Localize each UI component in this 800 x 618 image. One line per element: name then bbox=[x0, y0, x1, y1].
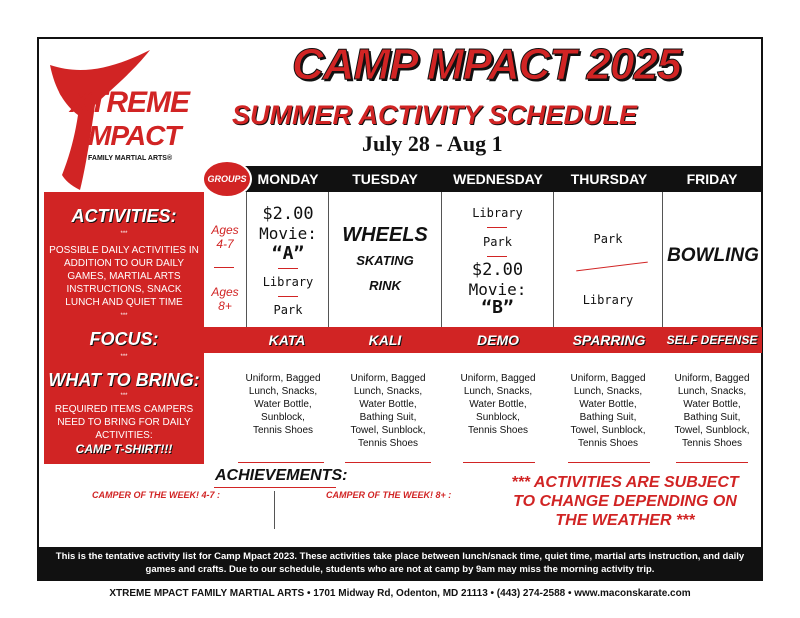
focus-friday: SELF DEFENSE bbox=[666, 333, 758, 347]
camper-of-week-young: CAMPER OF THE WEEK! 4-7 : bbox=[92, 490, 221, 500]
day-header-monday: MONDAY bbox=[257, 171, 319, 187]
tuesday-skating: SKATING bbox=[356, 253, 414, 268]
activities-description: POSSIBLE DAILY ACTIVITIES IN ADDITION TO OUR DAILY GAMES, MARTIAL ARTS INSTRUCTIONS, SNACK LUNCH AND QUIET TIME bbox=[49, 245, 199, 308]
ages-divider bbox=[214, 267, 234, 268]
achievements-underline bbox=[214, 487, 336, 488]
groups-badge: GROUPS bbox=[202, 160, 252, 198]
tuesday-rink: RINK bbox=[369, 278, 401, 293]
grid-line bbox=[246, 192, 247, 327]
wednesday-divider bbox=[487, 227, 507, 228]
grid-line bbox=[662, 192, 663, 327]
weather-notice: *** ACTIVITIES ARE SUBJECT TO CHANGE DEPENDING ON THE WEATHER *** bbox=[511, 474, 739, 529]
focus-stars: *** bbox=[120, 354, 128, 360]
bring-monday: Uniform, Bagged Lunch, Snacks, Water Bottle, Sunblock, Tennis Shoes bbox=[245, 373, 321, 436]
day-header-thursday: THURSDAY bbox=[570, 171, 648, 187]
monday-library: Library bbox=[262, 275, 314, 289]
wednesday-price: $2.00 bbox=[471, 260, 524, 280]
grid-line bbox=[328, 192, 329, 327]
what-to-bring-description: REQUIRED ITEMS CAMPERS NEED TO BRING FOR DAILY ACTIVITIES: bbox=[54, 404, 194, 441]
activities-stars-bottom: *** bbox=[120, 313, 128, 319]
achievements-divider bbox=[274, 491, 275, 529]
day-header-wednesday: WEDNESDAY bbox=[453, 171, 543, 187]
bring-underline bbox=[676, 462, 748, 463]
focus-monday: KATA bbox=[268, 332, 306, 348]
bring-underline bbox=[238, 462, 324, 463]
wednesday-library: Library bbox=[472, 206, 523, 220]
ages-old-label: Ages 8+ bbox=[211, 285, 239, 313]
date-range: July 28 - Aug 1 bbox=[362, 131, 503, 156]
logo-line3: FAMILY MARTIAL ARTS® bbox=[88, 155, 173, 162]
camper-of-week-old: CAMPER OF THE WEEK! 8+ : bbox=[326, 490, 452, 500]
bring-underline bbox=[463, 462, 535, 463]
achievements-heading: ACHIEVEMENTS: bbox=[215, 467, 348, 484]
monday-movie-letter: “A” bbox=[271, 243, 305, 264]
page-title: CAMP MPACT 2025 bbox=[292, 40, 681, 89]
activities-stars-top: *** bbox=[120, 231, 128, 237]
footer-text: This is the tentative activity list for Camp Mpact 2023. These activities take place between lunch/snack time, quiet time, martial arts instruction, and daily games and crafts. Due to our schedule, students who are not at camp by 9am may miss the morning activity trip. bbox=[55, 551, 745, 575]
focus-thursday: SPARRING bbox=[572, 332, 646, 348]
bring-stars: *** bbox=[120, 393, 128, 399]
tuesday-wheels: WHEELS bbox=[342, 224, 428, 246]
what-to-bring-heading: WHAT TO BRING: bbox=[48, 370, 200, 390]
wednesday-park: Park bbox=[483, 235, 512, 249]
bring-tuesday: Uniform, Bagged Lunch, Snacks, Water Bottle, Bathing Suit, Towel, Sunblock, Tennis Shoes bbox=[350, 373, 426, 449]
bring-wednesday: Uniform, Bagged Lunch, Snacks, Water Bottle, Sunblock, Tennis Shoes bbox=[460, 373, 536, 436]
thursday-library: Library bbox=[582, 293, 634, 307]
grid-line bbox=[553, 192, 554, 327]
bring-thursday: Uniform, Bagged Lunch, Snacks, Water Bottle, Bathing Suit, Towel, Sunblock, Tennis Shoes bbox=[570, 373, 646, 449]
bring-friday: Uniform, Bagged Lunch, Snacks, Water Bottle, Bathing Suit, Towel, Sunblock, Tennis Shoes bbox=[674, 373, 750, 449]
wednesday-movie: Movie: bbox=[468, 280, 527, 299]
activities-heading: ACTIVITIES: bbox=[71, 206, 177, 226]
focus-wednesday: DEMO bbox=[477, 332, 519, 348]
wednesday-divider bbox=[487, 256, 507, 257]
bring-underline bbox=[568, 462, 650, 463]
monday-divider bbox=[278, 268, 298, 269]
day-header-tuesday: TUESDAY bbox=[352, 171, 418, 187]
focus-heading: FOCUS: bbox=[89, 329, 159, 349]
focus-tuesday: KALI bbox=[368, 332, 402, 348]
monday-divider bbox=[278, 296, 298, 297]
monday-price: $2.00 bbox=[262, 204, 314, 224]
address-line: XTREME MPACT FAMILY MARTIAL ARTS • 1701 Midway Rd, Odenton, MD 21113 • (443) 274-2588 • www.maconskarate.com bbox=[109, 588, 691, 599]
day-header-friday: FRIDAY bbox=[686, 171, 738, 187]
logo-line2: MPACT bbox=[88, 120, 181, 151]
bring-underline bbox=[345, 462, 431, 463]
page-subtitle: SUMMER ACTIVITY SCHEDULE bbox=[232, 100, 638, 130]
monday-movie: Movie: bbox=[259, 224, 317, 243]
grid-line bbox=[441, 192, 442, 327]
camp-tshirt-note: CAMP T-SHIRT!!! bbox=[75, 442, 173, 456]
thursday-park: Park bbox=[593, 232, 623, 246]
monday-park: Park bbox=[273, 303, 303, 317]
wednesday-movie-letter: “B” bbox=[481, 297, 514, 318]
friday-bowling: BOWLING bbox=[667, 245, 759, 266]
ages-young-label: Ages 4-7 bbox=[211, 223, 239, 251]
logo-line1: XTREME bbox=[70, 86, 190, 119]
